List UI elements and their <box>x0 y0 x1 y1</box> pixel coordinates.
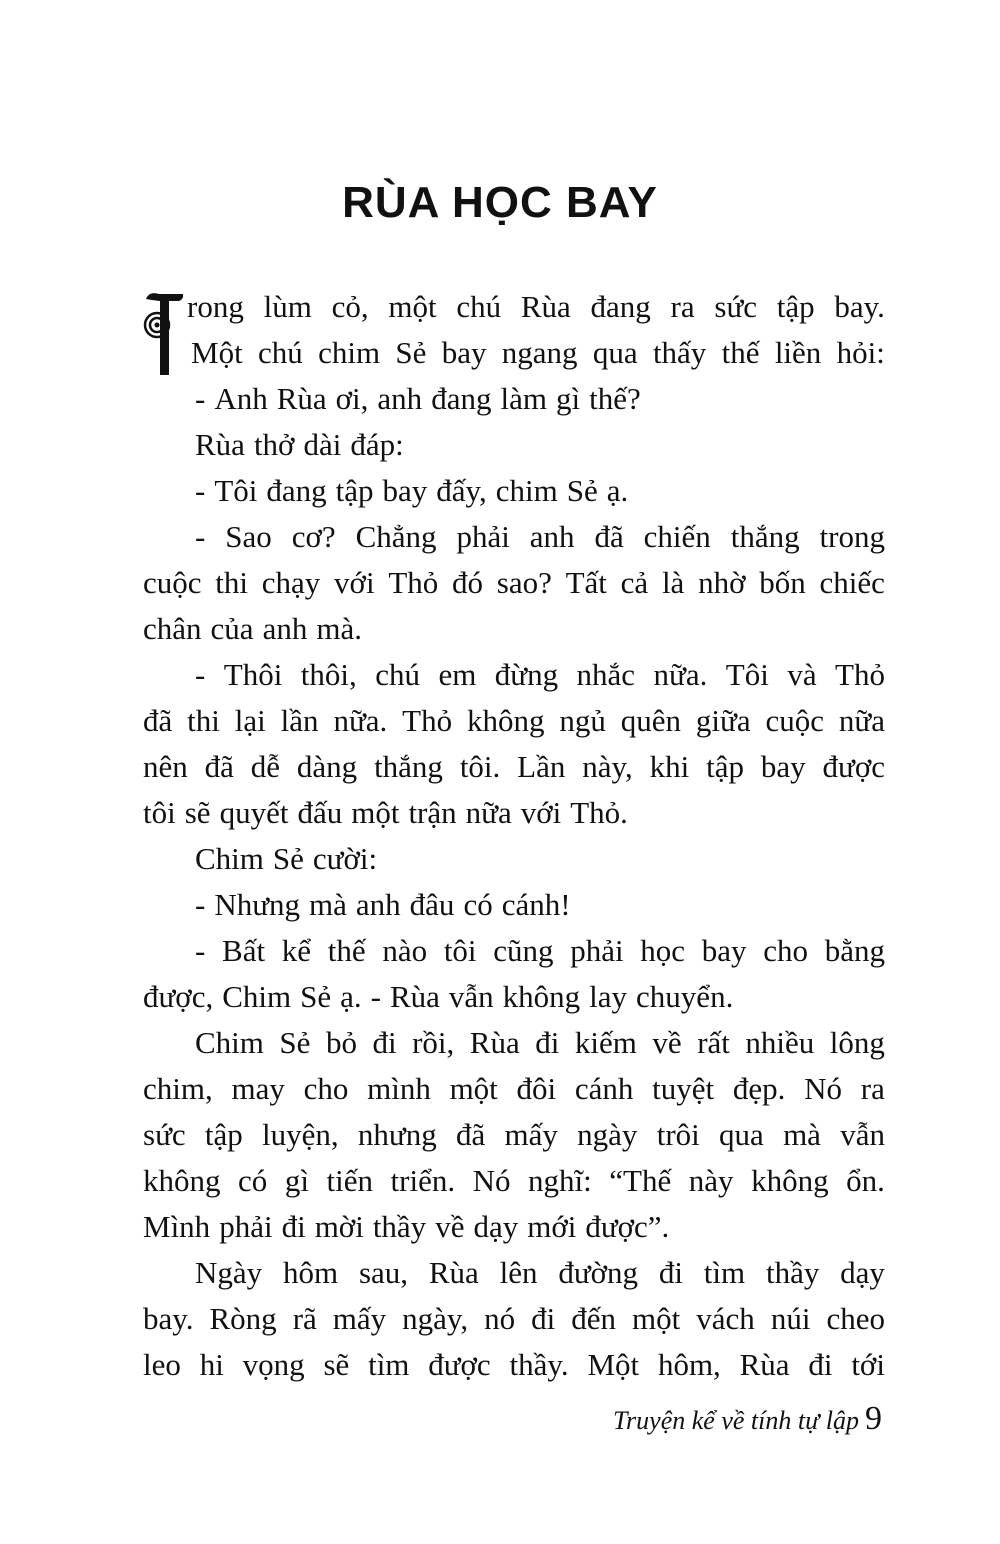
text-line: Mình phải đi mời thầy về dạy mới được”. <box>143 1209 670 1244</box>
text-line: Chim Sẻ bỏ đi rồi, Rùa đi kiếm về rất nhiều lông <box>195 1025 885 1060</box>
page-number: 9 <box>865 1400 882 1437</box>
text-line: sức tập luyện, nhưng đã mấy ngày trôi qua mà vẫn <box>143 1117 885 1152</box>
text-line: rong lùm cỏ, một chú Rùa đang ra sức tập bay. <box>187 289 885 324</box>
story-body <box>143 284 885 1388</box>
text-line: không có gì tiến triển. Nó nghĩ: “Thế này không ổn. <box>143 1163 885 1198</box>
text-line: Một chú chim Sẻ bay ngang qua thấy thế liền hỏi: <box>191 335 885 370</box>
text-line: - Nhưng mà anh đâu có cánh! <box>195 887 571 922</box>
text-line: leo hi vọng sẽ tìm được thầy. Một hôm, Rùa đi tới <box>143 1347 885 1382</box>
text-line: - Sao cơ? Chẳng phải anh đã chiến thắng trong <box>195 519 885 554</box>
chapter-title: RÙA HỌC BAY <box>342 178 658 227</box>
text-line: bay. Ròng rã mấy ngày, nó đi đến một vách núi cheo <box>143 1301 885 1336</box>
text-line: Chim Sẻ cười: <box>195 841 378 876</box>
text-line: - Anh Rùa ơi, anh đang làm gì thế? <box>195 381 641 416</box>
text-line: tôi sẽ quyết đấu một trận nữa với Thỏ. <box>143 795 628 830</box>
text-line: - Bất kể thế nào tôi cũng phải học bay cho bằng <box>195 933 885 968</box>
text-line: Ngày hôm sau, Rùa lên đường đi tìm thầy dạy <box>195 1255 885 1290</box>
text-line: chim, may cho mình một đôi cánh tuyệt đẹp. Nó ra <box>143 1071 885 1106</box>
text-line: chân của anh mà. <box>143 611 362 646</box>
text-line: nên đã dễ dàng thắng tôi. Lần này, khi tập bay được <box>143 749 885 784</box>
page-footer <box>613 1400 882 1438</box>
text-line: được, Chim Sẻ ạ. - Rùa vẫn không lay chuyển. <box>143 979 734 1014</box>
book-title: Truyện kể về tính tự lập <box>613 1406 859 1435</box>
text-line: - Thôi thôi, chú em đừng nhắc nữa. Tôi và Thỏ <box>195 657 885 692</box>
text-line: đã thi lại lần nữa. Thỏ không ngủ quên giữa cuộc nữa <box>143 703 885 738</box>
text-line: - Tôi đang tập bay đấy, chim Sẻ ạ. <box>195 473 629 508</box>
text-line: cuộc thi chạy với Thỏ đó sao? Tất cả là nhờ bốn chiếc <box>143 565 885 600</box>
text-line: Rùa thở dài đáp: <box>195 427 404 462</box>
